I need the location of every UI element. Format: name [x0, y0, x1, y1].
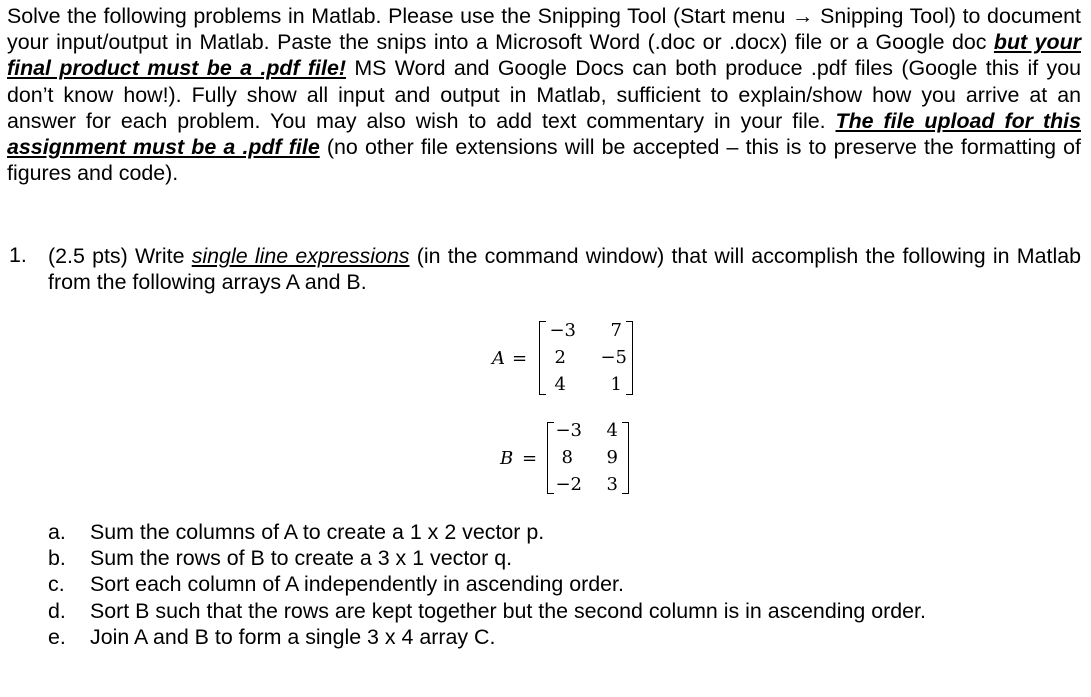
matrix-b-cell: 9: [606, 447, 618, 468]
matrix-b-cell: 3: [606, 474, 618, 495]
matrix-b-equals: =: [522, 448, 538, 469]
list-item-text: Join A and B to form a single 3 x 4 array C.: [90, 624, 496, 649]
matrix-a-cell: 2: [554, 347, 566, 368]
question-text: [48, 243, 1081, 295]
intro-emphasis-pdf-final: but your final product must be a .pdf file!: [7, 30, 1081, 81]
list-item-text: Sort B such that the rows are kept together but the second column is in ascending order.: [90, 598, 926, 623]
intro-emphasis-pdf-upload: The file upload for this assignment must be a .pdf file: [7, 108, 1081, 160]
list-item-letter: a.: [48, 520, 66, 544]
matrix-b-cell: −3: [555, 420, 582, 441]
list-item-text: Sum the rows of B to create a 3 x 1 vector q.: [90, 546, 513, 571]
matrix-a-right-bracket: [626, 321, 633, 395]
question-emphasis: single line expressions: [191, 244, 410, 268]
list-item-text: Sort each column of A independently in ascending order.: [90, 572, 624, 597]
matrix-b-label: B: [500, 448, 514, 469]
list-item-text: Sum the columns of A to create a 1 x 2 vector p.: [90, 520, 545, 544]
matrix-b: [498, 419, 638, 501]
question-prefix: (2.5 pts) Write: [48, 244, 192, 268]
question-number: 1.: [9, 243, 27, 267]
matrix-a: [490, 318, 640, 400]
list-item-letter: c.: [48, 572, 65, 597]
question-suffix: (in the command window) that will accomplish the following in Matlab from the following arrays A and B.: [48, 244, 1081, 295]
list-item-letter: d.: [48, 598, 66, 623]
matrix-b-cell: 4: [606, 420, 618, 441]
matrix-a-cell: 1: [610, 374, 622, 395]
intro-text-3: (no other file extensions will be accepted – this is to preserve the formatting of figures and code).: [7, 135, 1081, 186]
list-item-letter: b.: [48, 546, 66, 571]
matrix-a-cell: 4: [554, 374, 566, 395]
list-item-letter: e.: [48, 624, 66, 649]
intro-text-1: Solve the following problems in Matlab. Please use the Snipping Tool (Start menu → Snipping Tool) to document your input/output in Matlab. Paste the snips into a Microsoft Word (.doc or .docx) file or a Google doc: [7, 4, 1081, 55]
matrix-a-label: A: [492, 348, 505, 369]
matrix-b-cell: −2: [555, 474, 582, 495]
matrix-a-cell: −3: [549, 320, 576, 341]
matrix-b-cell: 8: [561, 447, 573, 468]
matrix-a-equals: =: [512, 348, 528, 369]
intro-text-2: MS Word and Google Docs can both produce .pdf files (Google this if you don’t know how!). Fully show all input and output in Matlab, sufficient to explain/show how you arrive at an answer for each problem. You may also wish to add text commentary in your file.: [7, 56, 1081, 133]
matrix-a-cell: −5: [600, 347, 627, 368]
matrix-a-cell: 7: [610, 320, 622, 341]
instructions-paragraph: [7, 3, 1081, 186]
matrix-b-right-bracket: [622, 422, 629, 494]
